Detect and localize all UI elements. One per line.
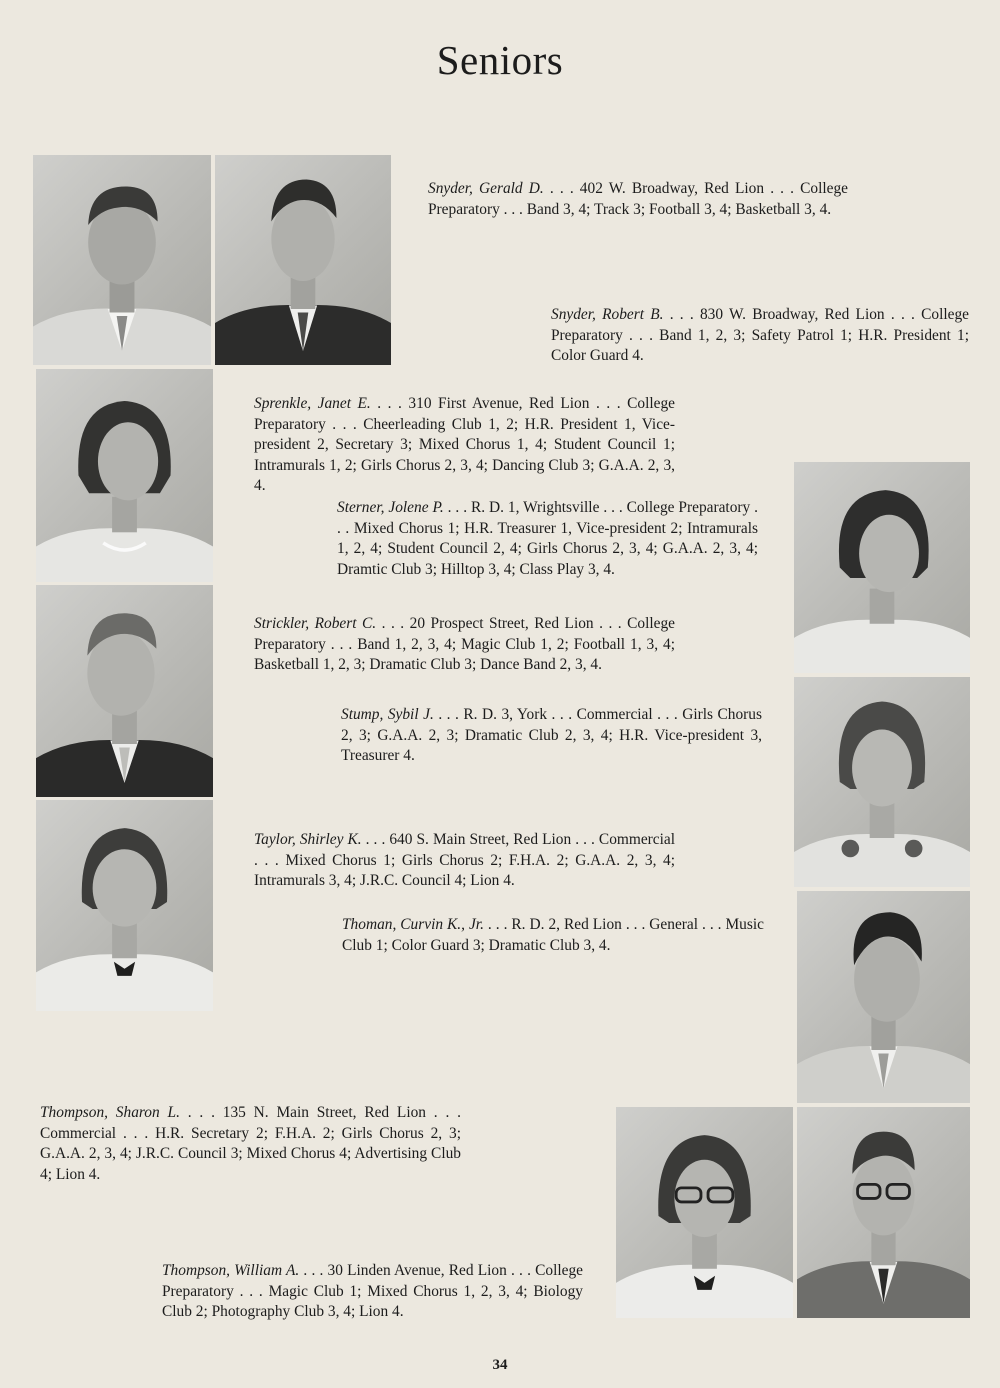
senior-entry bbox=[254, 614, 675, 676]
senior-details: . . . R. D. 2, Red Lion . . . General . . . Music Club 1; Color Guard 3; Dramatic Club 3, 4. bbox=[342, 916, 764, 954]
senior-name: Snyder, Robert B. bbox=[551, 306, 664, 323]
senior-details: . . . 402 W. Broadway, Red Lion . . . College Preparatory . . . Band 3, 4; Track 3; Football 3, 4; Basketball 3, 4. bbox=[428, 180, 848, 218]
senior-details: . . . 30 Linden Avenue, Red Lion . . . College Preparatory . . . Magic Club 1; Mixed Chorus 1, 2, 3, 4; Biology Club 2; Photography Club 3, 4; Lion 4. bbox=[162, 1262, 583, 1320]
senior-entry bbox=[162, 1261, 583, 1323]
senior-name: Sterner, Jolene P. bbox=[337, 499, 444, 516]
senior-name: Thompson, Sharon L. bbox=[40, 1104, 180, 1121]
portrait-photo-sybil-stump bbox=[794, 677, 970, 887]
senior-details: . . . 135 N. Main Street, Red Lion . . . Commercial . . . H.R. Secretary 2; F.H.A. 2; Girls Chorus 2, 3; G.A.A. 2, 3, 4; J.R.C. Council 3; Mixed Chorus 4; Advertising Club 4; Lion 4. bbox=[40, 1104, 461, 1183]
portrait-photo-robert-snyder bbox=[215, 155, 391, 365]
senior-entry bbox=[337, 498, 758, 580]
senior-name: Stump, Sybil J. bbox=[341, 706, 434, 723]
senior-name: Snyder, Gerald D. bbox=[428, 180, 544, 197]
senior-entry bbox=[551, 305, 969, 367]
senior-name: Sprenkle, Janet E. bbox=[254, 395, 371, 412]
senior-entry bbox=[341, 705, 762, 767]
senior-details: . . . 830 W. Broadway, Red Lion . . . College Preparatory . . . Band 1, 2, 3; Safety Patrol 1; H.R. President 1; Color Guard 4. bbox=[551, 306, 969, 364]
senior-entry bbox=[342, 915, 764, 956]
portrait-photo-william-thompson bbox=[797, 1107, 970, 1318]
senior-name: Strickler, Robert C. bbox=[254, 615, 377, 632]
senior-entry bbox=[428, 179, 848, 220]
portrait-photo-sharon-thompson bbox=[616, 1107, 793, 1318]
senior-name: Taylor, Shirley K. bbox=[254, 831, 362, 848]
senior-name: Thompson, William A. bbox=[162, 1262, 300, 1279]
senior-details: . . . 310 First Avenue, Red Lion . . . College Preparatory . . . Cheerleading Club 1, 2; H.R. President 1, Vice-president 2, Secretary 3; Mixed Chorus 1, 4; Student Council 1; Intramurals 1, 2; Girls Chorus 2, 3, 4; Dancing Club 3; G.A.A. 2, 3, 4. bbox=[254, 395, 675, 494]
senior-entry bbox=[254, 394, 675, 497]
page-number: 34 bbox=[492, 1357, 508, 1373]
senior-details: . . . 640 S. Main Street, Red Lion . . . Commercial . . . Mixed Chorus 1; Girls Chorus 2; F.H.A. 2; G.A.A. 2, 3, 4; Intramurals 3, 4; J.R.C. Council 4; Lion 4. bbox=[254, 831, 675, 889]
senior-entry bbox=[40, 1103, 461, 1185]
portrait-photo-jolene-sterner bbox=[794, 462, 970, 673]
senior-details: . . . 20 Prospect Street, Red Lion . . . College Preparatory . . . Band 1, 2, 3, 4; Magic Club 1, 2; Football 1, 3, 4; Basketball 1, 2, 3; Dramatic Club 3; Dance Band 2, 3, 4. bbox=[254, 615, 675, 673]
page-title: Seniors bbox=[436, 37, 564, 83]
portrait-photo-gerald-snyder bbox=[33, 155, 211, 365]
portrait-photo-shirley-taylor bbox=[36, 800, 213, 1011]
portrait-photo-janet-sprenkle bbox=[36, 369, 213, 582]
portrait-photo-robert-strickler bbox=[36, 585, 213, 797]
senior-entry bbox=[254, 830, 675, 892]
portrait-photo-curvin-thoman bbox=[797, 891, 970, 1103]
senior-details: . . . R. D. 3, York . . . Commercial . . . Girls Chorus 2, 3; G.A.A. 2, 3; Dramatic Club 2, 3, 4; H.R. Vice-president 3, Treasurer 4. bbox=[341, 706, 762, 764]
senior-name: Thoman, Curvin K., Jr. bbox=[342, 916, 484, 933]
senior-details: . . . R. D. 1, Wrightsville . . . College Preparatory . . . Mixed Chorus 1; H.R. Treasurer 1, Vice-president 2; Intramurals 1, 2, 4; Student Council 2, 4; Girls Chorus 2, 3, 4; G.A.A. 2, 3, 4; Dramtic Club 3; Hilltop 3, 4; Class Play 3, 4. bbox=[337, 499, 758, 578]
